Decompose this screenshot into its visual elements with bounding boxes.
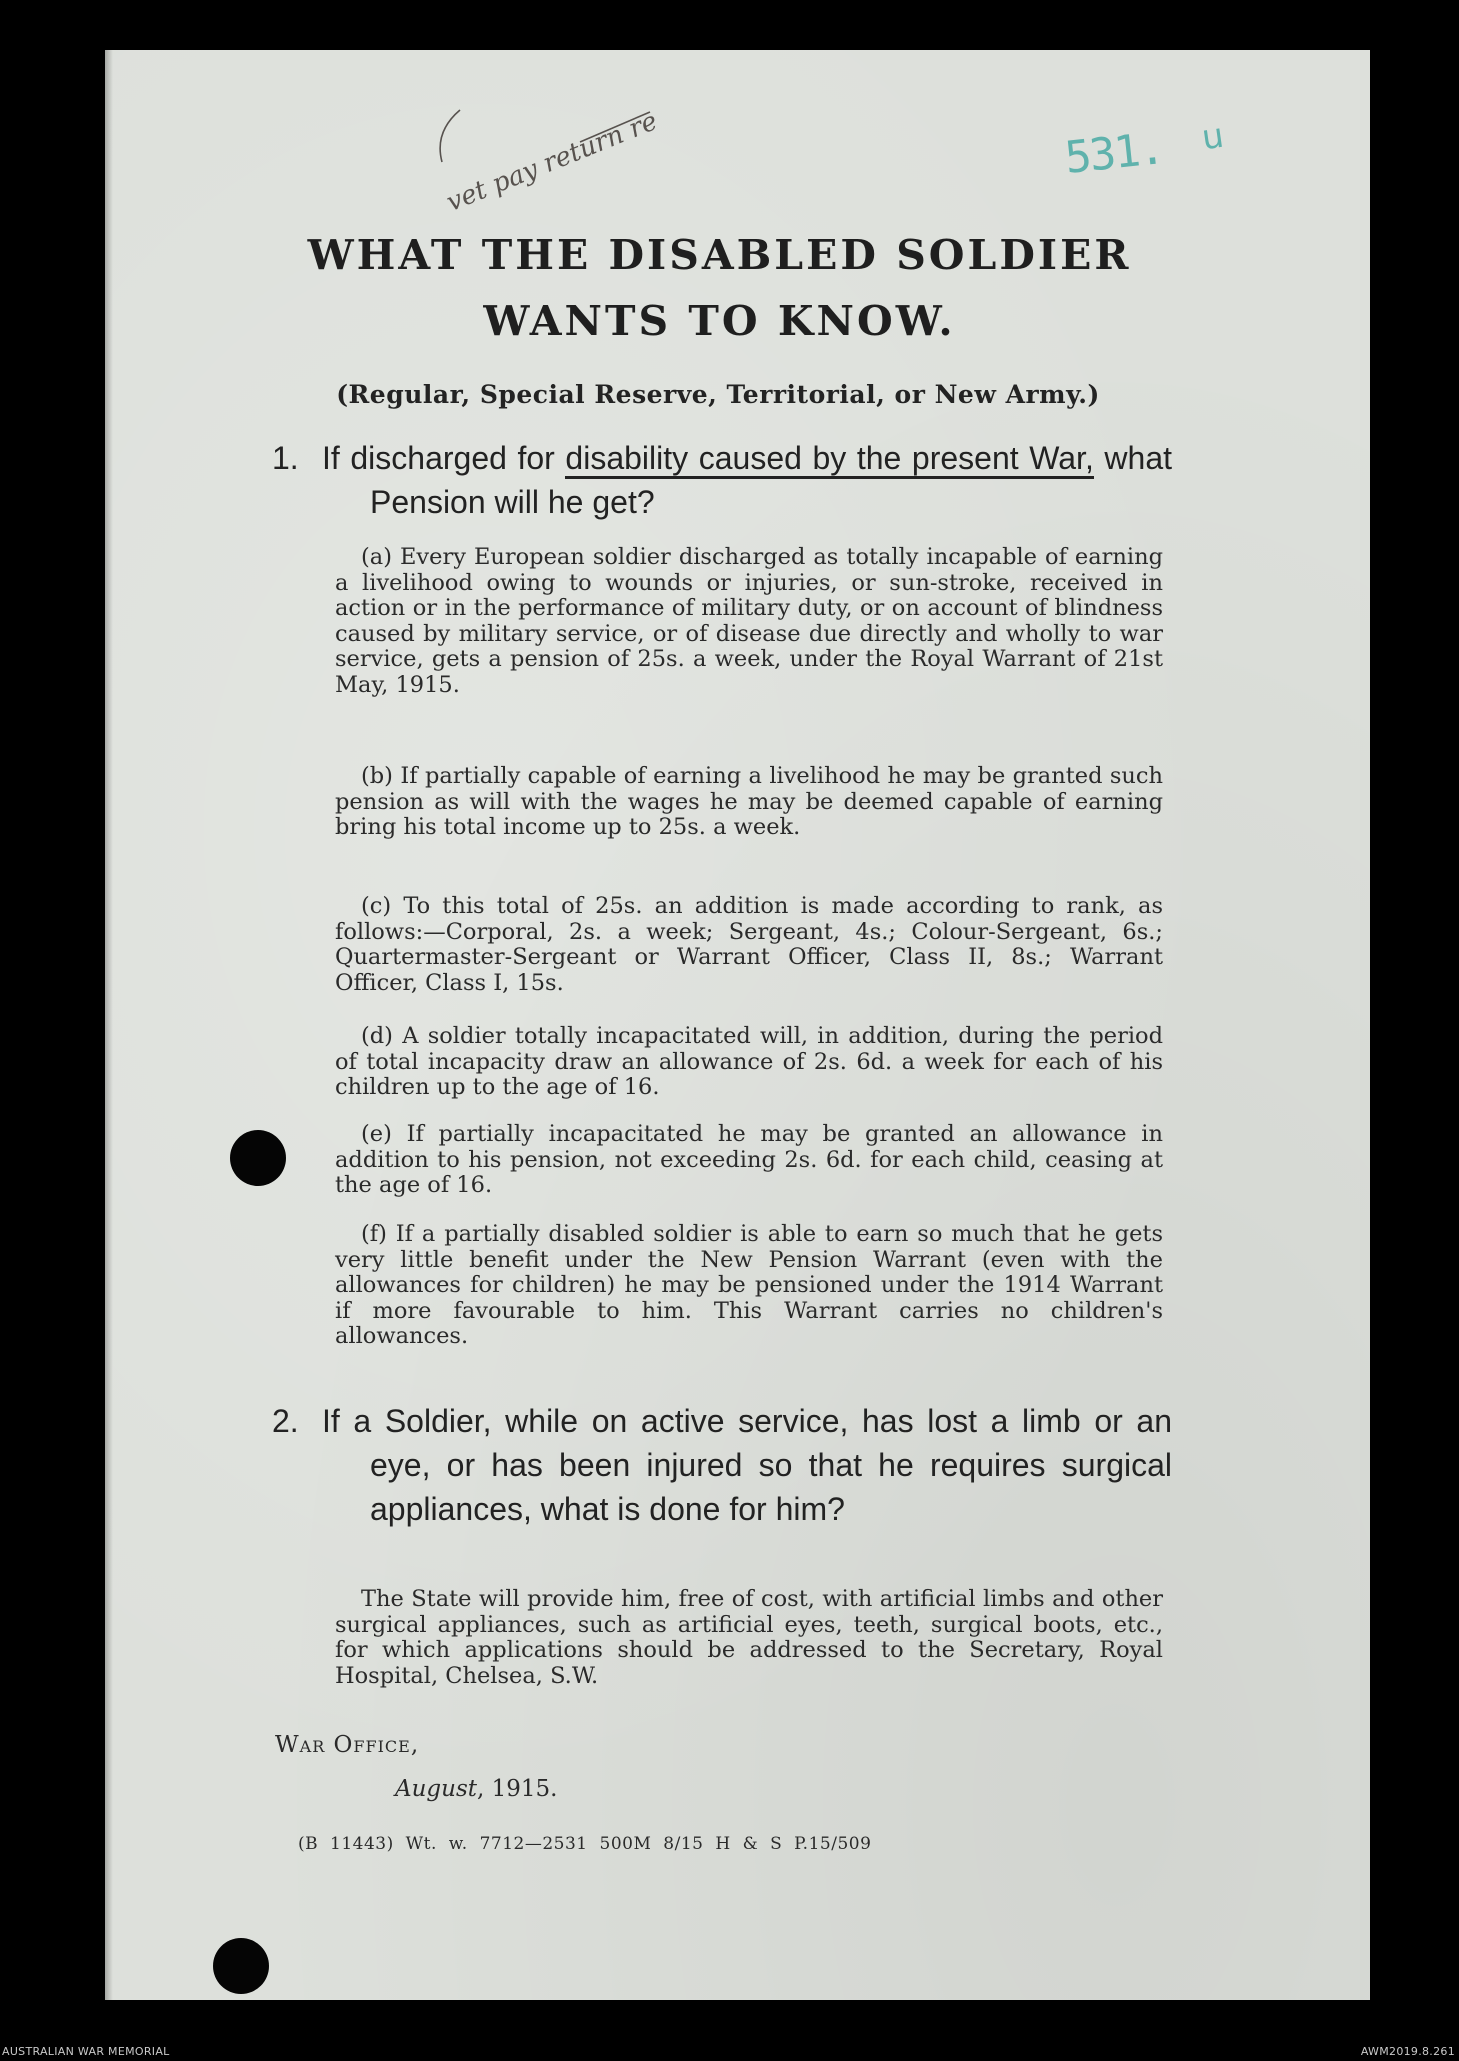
- signature-month: August: [395, 1776, 478, 1802]
- signature-year: , 1915.: [477, 1776, 558, 1802]
- paragraph-b: (b) If partially capable of earning a livelihood he may be granted such pension as will with the wages he may be deemed capable of earning bring his total income up to 25s. a week.: [335, 763, 1163, 840]
- paragraph-a: (a) Every European soldier discharged as totally incapable of earning a livelihood owing to wounds or injuries, or sun-stroke, received in action or in the performance of military duty, or on account of blindness caused by military service, or of disease due directly and wholly to war service, gets a pension of 25s. a week, under the Royal Warrant of 21st May, 1915.: [335, 544, 1163, 698]
- question-2-number: 2.: [272, 1403, 299, 1439]
- paragraph-f: (f) If a partially disabled soldier is able to earn so much that he gets very little benefit under the New Pension Warrant (even with the allowances for children) he may be pensioned under the 1914 Warrant if more favourable to him. This Warrant carries no children's allowances.: [335, 1221, 1163, 1349]
- question-2-text: If a Soldier, while on active service, has lost a limb or an eye, or has been injured so that he requires surgical appliances, what is done for him?: [322, 1403, 1172, 1527]
- print-code: (B 11443) Wt. w. 7712—2531 500M 8/15 H & S P.15/509: [298, 1834, 872, 1854]
- paragraph-c: (c) To this total of 25s. an addition is made according to rank, as follows:—Corporal, 2s. a week; Sergeant, 4s.; Colour-Sergeant, 6s.; Quartermaster-Sergeant or Warrant Officer, Class II, 8s.; Warrant Officer, Class I, 15s.: [335, 893, 1163, 996]
- paragraph-d: (d) A soldier totally incapacitated will, in addition, during the period of total incapacity draw an allowance of 2s. 6d. a week for each of his children up to the age of 16.: [335, 1023, 1163, 1100]
- title-line-1: WHAT THE DISABLED SOLDIER: [307, 231, 1132, 279]
- punch-hole-lower: [213, 1938, 269, 1994]
- title-line-2: WANTS TO KNOW.: [483, 297, 956, 345]
- document-subtitle: (Regular, Special Reserve, Territorial, or New Army.): [336, 380, 1100, 409]
- paragraph-answer-2: The State will provide him, free of cost, with artificial limbs and other surgical appliances, such as artificial eyes, teeth, surgical boots, etc., for which applications should be addressed to the Secretary, Royal Hospital, Chelsea, S.W.: [335, 1586, 1163, 1689]
- question-2: [272, 1399, 1172, 1531]
- document-title: [262, 222, 1177, 354]
- signature-office: War Office,: [275, 1732, 420, 1758]
- paragraph-e: (e) If partially incapacitated he may be granted an allowance in addition to his pension, not exceeding 2s. 6d. for each child, ceasing at the age of 16.: [335, 1121, 1163, 1198]
- footer-institution: AUSTRALIAN WAR MEMORIAL: [2, 2045, 170, 2058]
- handwritten-note: [430, 92, 670, 218]
- question-1-text: [320, 436, 1172, 524]
- punch-hole-upper: [230, 1130, 286, 1186]
- footer-accession-number: AWM2019.8.261: [1360, 2045, 1455, 2058]
- handwritten-note-text: vet pay return re: [442, 106, 662, 218]
- question-1: [272, 436, 1172, 524]
- paper-shadow-edge: [105, 50, 113, 2000]
- question-1-underlined: disability caused by the present War,: [565, 440, 1093, 479]
- question-1-text-after: what Pension will he get?: [370, 440, 1173, 520]
- signature-date: [395, 1776, 557, 1802]
- question-1-number: 1.: [272, 440, 299, 476]
- reference-mark: u: [1199, 115, 1227, 159]
- question-1-text-before: If discharged for: [322, 440, 566, 476]
- reference-number: 531.: [1062, 123, 1166, 184]
